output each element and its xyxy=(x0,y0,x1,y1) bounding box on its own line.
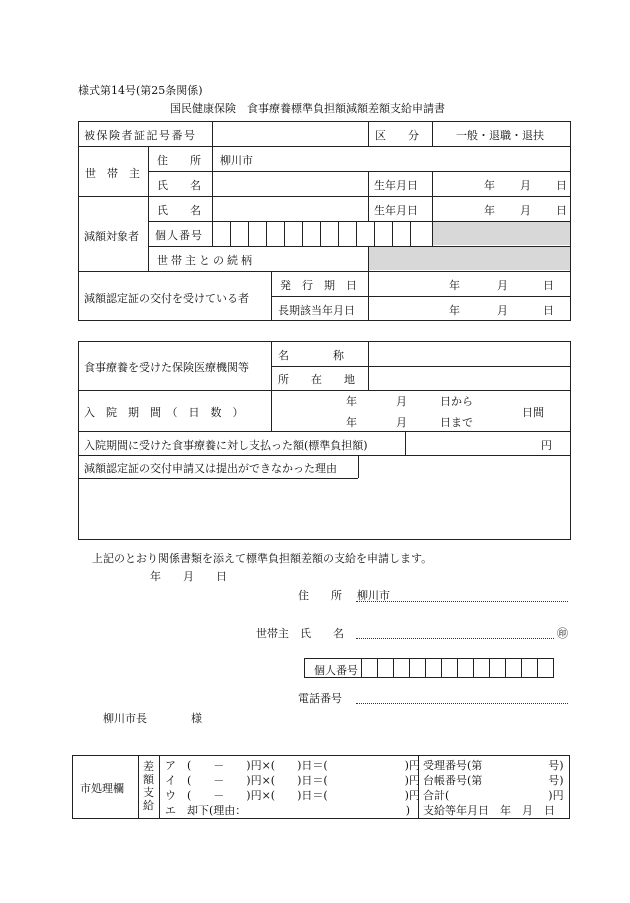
date-month: 月 xyxy=(396,395,407,408)
householder-name-label: 世帯主 氏 名 xyxy=(256,627,344,640)
issue-date-label: 発 行 期 日 xyxy=(280,279,357,292)
seal-mark: ㊞ xyxy=(557,627,568,640)
phone-line xyxy=(356,703,568,704)
inst-location-label: 所 在 地 xyxy=(278,373,355,386)
date-year: 年 xyxy=(484,204,495,217)
insured-number-label: 被保険者証記号番号 xyxy=(84,129,197,142)
target-birthdate-label: 生年月日 xyxy=(374,204,418,217)
date-month: 月 xyxy=(497,304,508,317)
date-month: 月 xyxy=(520,204,531,217)
addressee: 柳川市長 様 xyxy=(103,712,202,725)
target-name-label: 氏 名 xyxy=(157,204,201,217)
date-month: 月 xyxy=(520,179,531,192)
applicant-address-label: 住 所 xyxy=(298,589,342,602)
date-day: 日 xyxy=(556,179,567,192)
address-value: 柳川市 xyxy=(220,154,253,167)
diff-label: 差額支給 xyxy=(143,760,154,812)
date-day: 日 xyxy=(543,304,554,317)
inst-name-label: 名 称 xyxy=(278,349,344,362)
reason-label: 減額認定証の交付申請又は提出ができなかった理由 xyxy=(84,462,337,475)
birthdate-label: 生年月日 xyxy=(374,179,418,192)
days-label: 日間 xyxy=(522,406,544,419)
form-number: 様式第14号(第25条関係) xyxy=(78,84,203,97)
date-year: 年 xyxy=(484,179,495,192)
householder-label: 世 帯 主 xyxy=(85,167,140,180)
declaration-text: 上記のとおり関係書類を添えて標準負担額差額の支給を申請します。 xyxy=(92,552,433,565)
office-label: 市処理欄 xyxy=(80,782,124,795)
date-day: 日 xyxy=(543,279,554,292)
address-label: 住 所 xyxy=(157,154,201,167)
category-label: 区 分 xyxy=(375,129,419,142)
personal-number-box-label: 個人番号 xyxy=(314,664,358,677)
office-row-b: イ ( － )円×( )日＝( )円 xyxy=(165,774,420,787)
personal-number-label: 個人番号 xyxy=(155,229,203,242)
long-term-label: 長期該当年月日 xyxy=(278,304,355,317)
date-year: 年 xyxy=(449,304,460,317)
certificate-label: 減額認定証の交付を受けている者 xyxy=(84,292,249,305)
yen-label: 円 xyxy=(541,439,552,452)
date-year: 年 xyxy=(449,279,460,292)
date-month: 月 xyxy=(396,416,407,429)
receipt-number: 受理番号(第 号) xyxy=(423,759,564,772)
from-label: 日から xyxy=(440,395,473,408)
applicant-address-value: 柳川市 xyxy=(357,589,390,602)
hospital-period-label: 入 院 期 間 （ 日 数 ） xyxy=(84,406,244,419)
office-row-c: ウ ( － )円×( )日＝( )円 xyxy=(165,789,420,802)
ledger-number: 台帳番号(第 号) xyxy=(423,774,564,787)
office-row-d: エ 却下(理由： ) xyxy=(165,804,411,817)
target-label: 減額対象者 xyxy=(84,230,139,243)
shaded-area xyxy=(433,222,570,245)
to-label: 日まで xyxy=(440,416,473,429)
date-year: 年 xyxy=(346,416,357,429)
category-value: 一般・退職・退扶 xyxy=(456,129,544,142)
date-month: 月 xyxy=(497,279,508,292)
date-year: 年 xyxy=(346,395,357,408)
relation-label: 世帯主との続柄 xyxy=(157,254,255,267)
paid-label: 入院期間に受けた食事療養に対し支払った額(標準負担額) xyxy=(84,439,368,452)
name-label: 氏 名 xyxy=(157,179,201,192)
office-row-a: ア ( － )円×( )日＝( )円 xyxy=(165,759,420,772)
date-day: 日 xyxy=(556,204,567,217)
address-line xyxy=(356,601,568,602)
phone-label: 電話番号 xyxy=(298,692,342,705)
declaration-date: 年 月 日 xyxy=(150,570,227,583)
shaded-area xyxy=(369,247,570,270)
form-title: 国民健康保険 食事療養標準負担額減額差額支給申請書 xyxy=(170,102,445,115)
name-line xyxy=(356,638,554,639)
total-amount: 合計( )円 xyxy=(423,789,564,802)
payment-date: 支給等年月日 年 月 日 xyxy=(423,804,555,817)
institution-label: 食事療養を受けた保険医療機関等 xyxy=(84,361,249,374)
